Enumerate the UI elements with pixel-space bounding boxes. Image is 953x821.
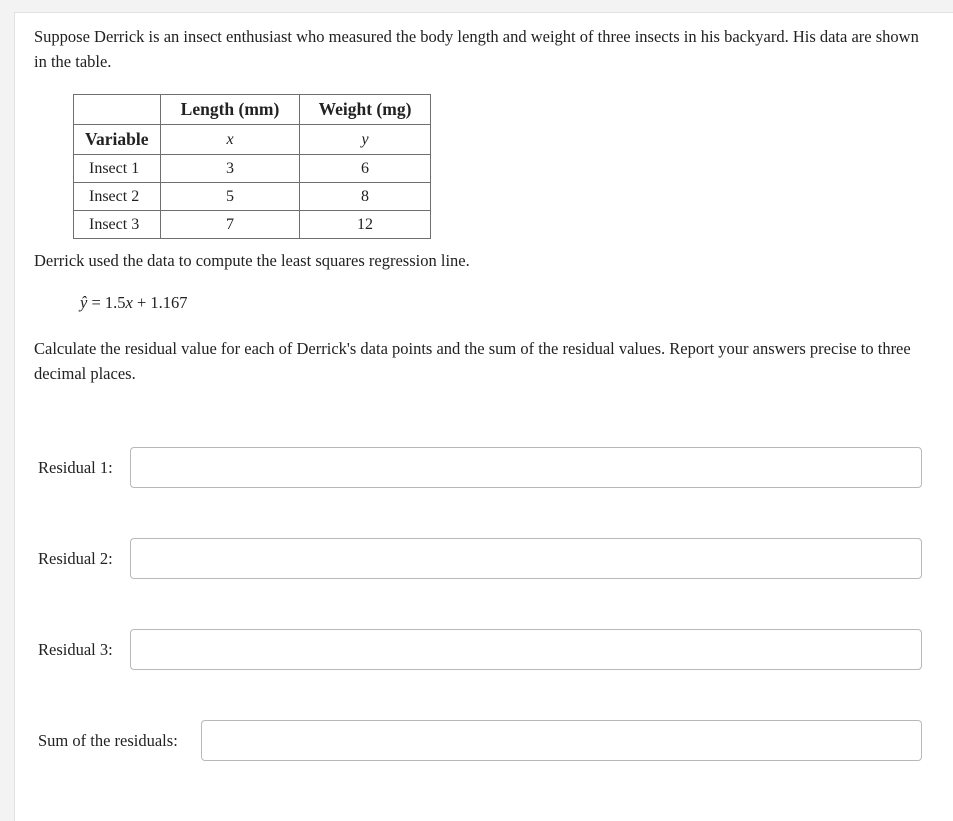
cell-length: 5 [161,183,300,211]
variable-y: y [300,125,431,155]
sum-residuals-label: Sum of the residuals: [38,731,178,750]
row-label: Insect 1 [74,155,161,183]
equation-plus: + [136,293,147,312]
instruction-text: Calculate the residual value for each of Derrick's data points and the sum of the residual values. Report your answers precise to three decimal places. [34,339,911,383]
residual-2-row [15,538,953,580]
residual-1-label: Residual 1: [38,458,113,477]
table-row [74,211,431,239]
residual-3-input[interactable] [130,629,922,670]
equation-x: x [125,293,133,312]
cell-length: 3 [161,155,300,183]
equation-coef: 1.5 [104,293,126,312]
cell-weight: 12 [300,211,431,239]
cell-weight: 8 [300,183,431,211]
equation-intercept: 1.167 [150,293,188,312]
residual-2-input[interactable] [130,538,922,579]
equation-yhat: ŷ [80,293,88,312]
row-label: Insect 2 [74,183,161,211]
residual-1-input[interactable] [130,447,922,488]
sum-residuals-row [15,720,953,762]
table-header-row [74,95,431,125]
residual-3-label: Residual 3: [38,640,113,659]
question-panel [14,12,953,821]
insect-data-table [73,94,431,239]
table-header-cell [74,95,161,125]
equation-equals: = [91,293,101,312]
table-variable-row [74,125,431,155]
table-header-weight: Weight (mg) [300,95,431,125]
residual-1-row [15,447,953,489]
residual-3-row [15,629,953,671]
regression-equation [80,292,188,314]
variable-x: x [161,125,300,155]
sum-residuals-input[interactable] [201,720,922,761]
table-row [74,183,431,211]
table-header-length: Length (mm) [161,95,300,125]
row-label: Insect 3 [74,211,161,239]
table-row [74,155,431,183]
intro-text: Suppose Derrick is an insect enthusiast who measured the body length and weight of three insects in his backyard. His data are shown in the table. [34,27,919,71]
cell-length: 7 [161,211,300,239]
residual-2-label: Residual 2: [38,549,113,568]
cell-weight: 6 [300,155,431,183]
regression-text: Derrick used the data to compute the least squares regression line. [34,251,470,270]
variable-label: Variable [74,125,161,155]
